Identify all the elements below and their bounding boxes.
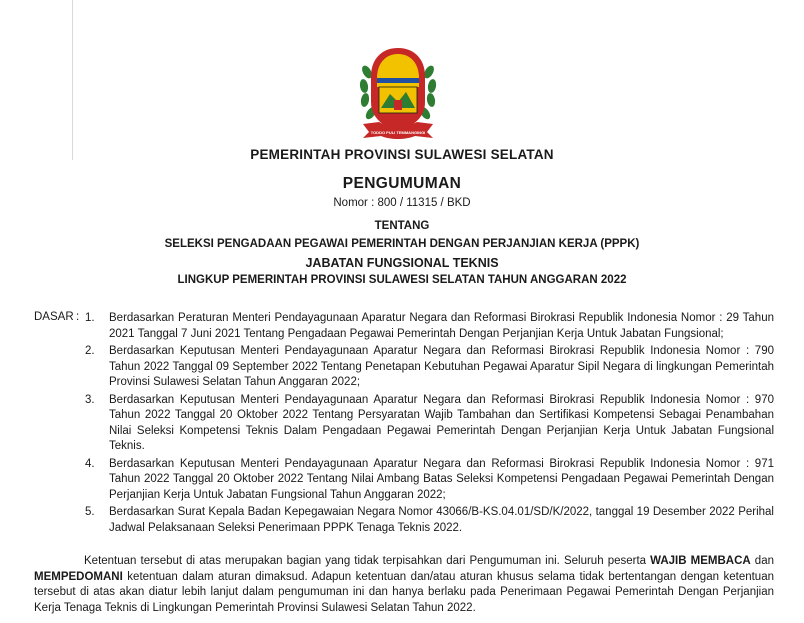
motto-text: TODDO PULI TEMMANGINGI xyxy=(370,130,426,135)
dasar-item xyxy=(0,393,804,455)
subject-line-3: LINGKUP PEMERINTAH PROVINSI SULAWESI SELATAN TAHUN ANGGARAN 2022 xyxy=(177,274,627,286)
item-text: Berdasarkan Keputusan Menteri Pendayagunaan Aparatur Negara dan Reformasi Birokrasi Republik Indonesia Nomor : 971 Tahun 2022 Tanggal 20 Oktober 2022 Tentang Nilai Ambang Batas Seleksi Kompetensi Pengadaan Pegawai Pemerintah Dengan Perjanjian Kerja Untuk Jabatan Fungsional Tahun Anggaran 2022; xyxy=(109,457,774,501)
closing-bold-2: MEMPEDOMANI xyxy=(34,570,123,583)
closing-text-1: Ketentuan tersebut di atas merupakan bagian yang tidak terpisahkan dari Pengumuman ini. Seluruh peserta xyxy=(84,555,651,567)
closing-text-3: ketentuan dalam aturan dimaksud. Adapun ketentuan dan/atau aturan khusus selama tidak bertentangan dengan ketentuan tersebut di atas akan diatur lebih lanjut dalam pengumuman ini dan hanya berlaku pada Penerimaan Pegawai Pemerintah Dengan Perjanjian Kerja Tenaga Teknis di Lingkungan Pemerintah Provinsi Sulawesi Selatan Tahun 2022. xyxy=(34,570,774,614)
margin-line xyxy=(72,0,73,160)
announcement-title: PENGUMUMAN xyxy=(342,175,462,192)
document-number: Nomor : 800 / 11315 / BKD xyxy=(333,197,471,209)
provincial-emblem-icon xyxy=(355,42,441,142)
government-name: PEMERINTAH PROVINSI SULAWESI SELATAN xyxy=(250,147,554,162)
about-label: TENTANG xyxy=(374,220,430,232)
stripe-blue xyxy=(377,78,419,83)
closing-paragraph xyxy=(34,554,774,616)
item-number: 2. xyxy=(85,345,95,357)
dasar-label: DASAR xyxy=(34,311,74,323)
dasar-item xyxy=(0,457,804,504)
house-shape xyxy=(394,100,402,110)
item-number: 4. xyxy=(85,457,95,470)
item-text: Berdasarkan Keputusan Menteri Pendayagunaan Aparatur Negara dan Reformasi Birokrasi Republik Indonesia Nomor : 790 Tahun 2022 Tanggal 09 September 2022 Tentang Penetapan Kebutuhan Pegawai Aparatur Sipil Negara di lingkungan Pemerintah Provinsi Sulawesi Selatan Tahun Anggaran 2022; xyxy=(109,345,774,388)
dasar-item xyxy=(0,311,804,342)
dasar-list xyxy=(0,311,804,538)
item-number: 1. xyxy=(85,312,95,324)
subject-line-1: SELEKSI PENGADAAN PEGAWAI PEMERINTAH DENGAN PERJANJIAN KERJA (PPPK) xyxy=(164,238,640,250)
item-number: 5. xyxy=(85,506,95,518)
subject-line-2: JABATAN FUNGSIONAL TEKNIS xyxy=(305,256,499,270)
item-number: 3. xyxy=(85,393,95,406)
stripe-yellow xyxy=(377,83,419,87)
dasar-item xyxy=(0,505,804,536)
closing-text-2: dan xyxy=(750,555,774,567)
item-text: Berdasarkan Surat Kepala Badan Kepegawaian Negara Nomor 43066/B-KS.04.01/SD/K/2022, tanggal 19 Desember 2022 Perihal Jadwal Pelaksanaan Seleksi Penerimaan PPPK Tenaga Teknis 2022. xyxy=(109,506,774,534)
closing-bold-1: WAJIB MEMBACA xyxy=(650,555,751,567)
dasar-item xyxy=(0,344,804,391)
item-text: Berdasarkan Peraturan Menteri Pendayagunaan Aparatur Negara dan Reformasi Birokrasi Republik Indonesia Nomor : 29 Tahun 2021 Tanggal 7 Juni 2021 Tentang Pengadaan Pegawai Pemerintah Dengan Perjanjian Kerja Untuk Jabatan Fungsional; xyxy=(109,312,774,340)
item-text: Berdasarkan Keputusan Menteri Pendayagunaan Aparatur Negara dan Reformasi Birokrasi Republik Indonesia Nomor : 970 Tahun 2022 Tanggal 20 Oktober 2022 Tentang Persyaratan Wajib Tambahan dan Sertifikasi Kompetensi Sebagai Penambahan Nilai Seleksi Kompetensi Teknis Dalam Pengadaan Pegawai Pemerintah Dengan Perjanjian Kerja Untuk Jabatan Fungsional Teknis. xyxy=(109,393,774,452)
dasar-colon: : xyxy=(76,311,80,323)
